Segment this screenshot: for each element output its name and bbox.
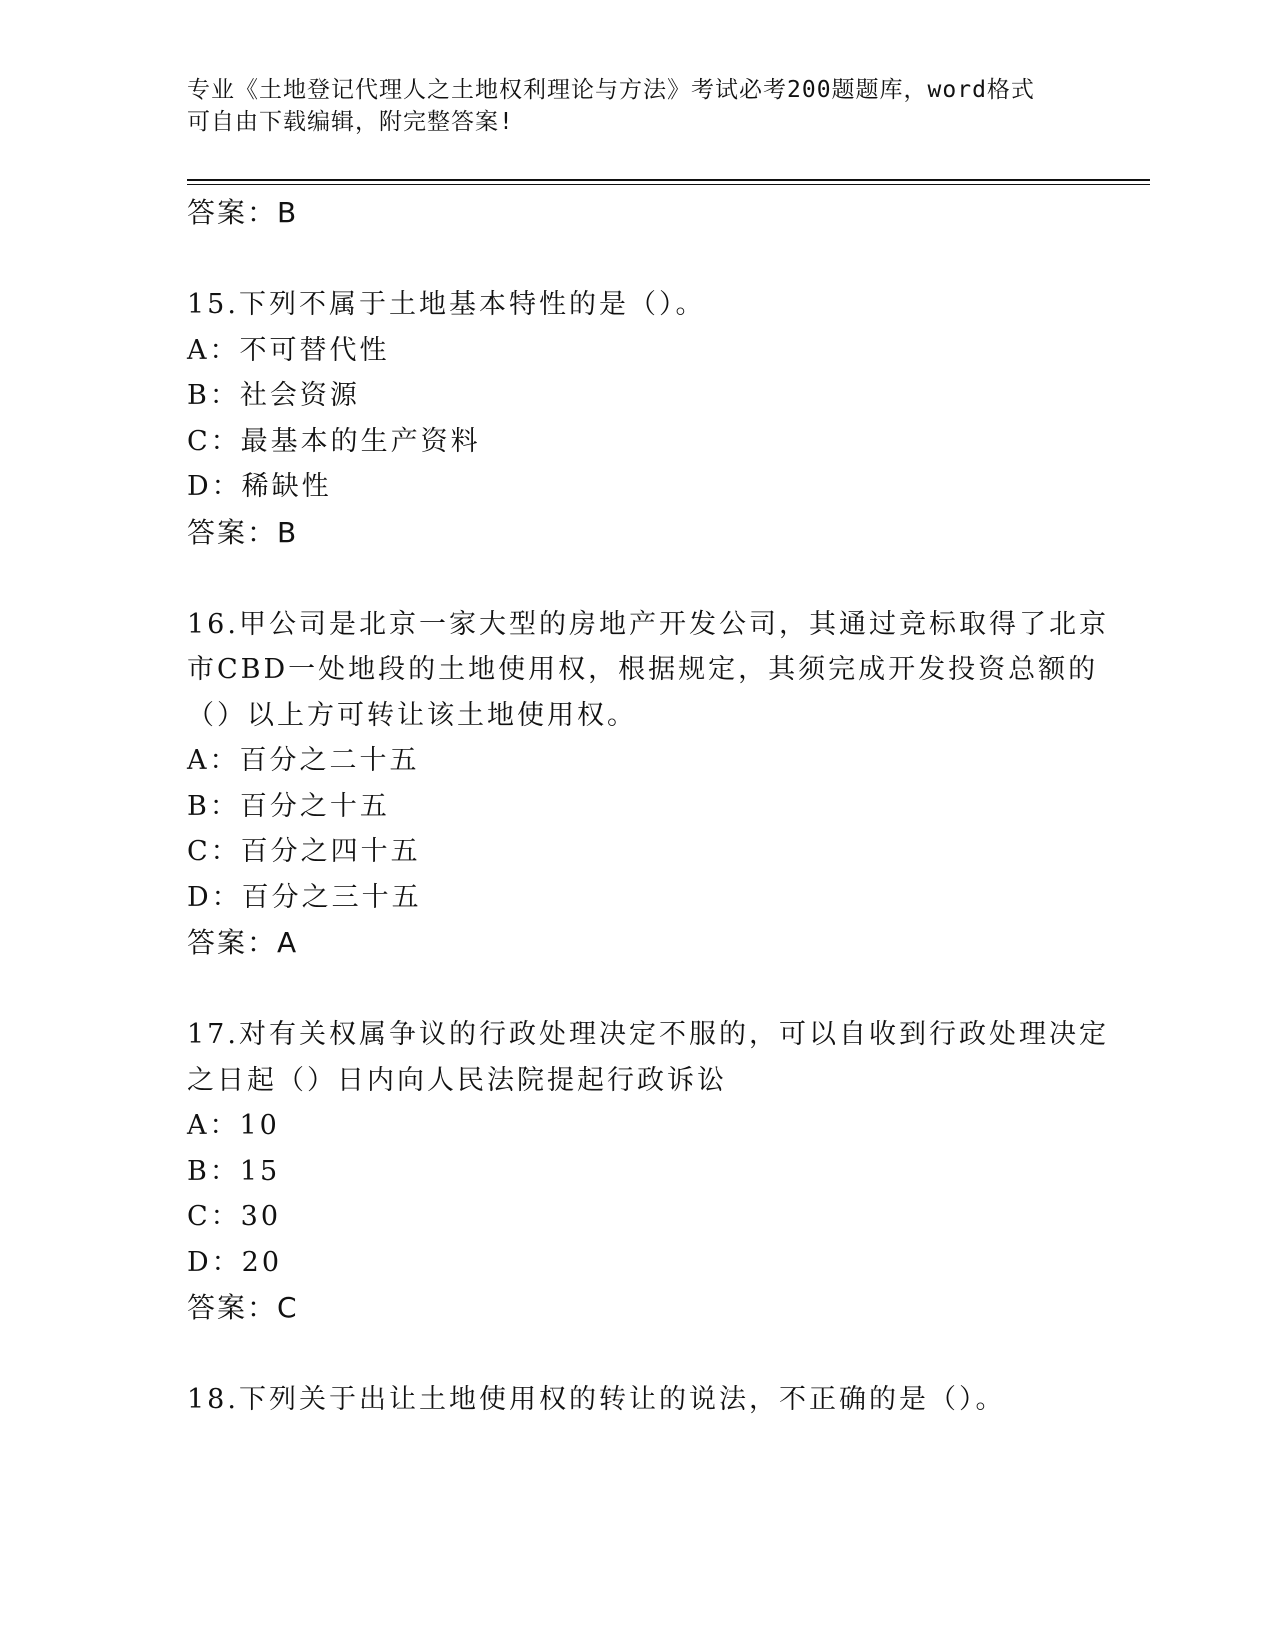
option-b: B：百分之十五 <box>187 790 390 822</box>
question-16 <box>187 602 1109 967</box>
question-text: （）以上方可转让该土地使用权。 <box>187 699 637 731</box>
option-a: A：10 <box>187 1110 280 1141</box>
question-text: 16.甲公司是北京一家大型的房地产开发公司，其通过竞标取得了北京 <box>187 608 1109 640</box>
question-list <box>187 190 1109 1423</box>
question-15 <box>187 282 1087 556</box>
question-text: 17.对有关权属争议的行政处理决定不服的，可以自收到行政处理决定 <box>187 1019 1109 1050</box>
question-text: 市CBD一处地段的土地使用权，根据规定，其须完成开发投资总额的 <box>187 654 1099 685</box>
spacer <box>187 1331 1087 1377</box>
option-d: D：20 <box>187 1246 283 1278</box>
question-18 <box>187 1377 1087 1423</box>
spacer <box>187 556 1087 602</box>
header-divider-thin <box>187 184 1150 185</box>
option-d: D：百分之三十五 <box>187 881 422 913</box>
option-c: C：百分之四十五 <box>187 836 421 867</box>
header-line-2: 可自由下载编辑，附完整答案! <box>187 109 514 135</box>
spacer <box>187 966 1087 1012</box>
option-a: A：不可替代性 <box>187 334 390 366</box>
answer-line: 答案：C <box>187 1291 299 1324</box>
answer-line: 答案：A <box>187 926 299 959</box>
option-d: D：稀缺性 <box>187 471 332 502</box>
question-text: 18.下列关于出让土地使用权的转让的说法，不正确的是（）。 <box>187 1384 1006 1415</box>
option-b: B：15 <box>187 1155 281 1187</box>
answer-line: 答案：B <box>187 196 299 229</box>
question-text: 之日起（）日内向人民法院提起行政诉讼 <box>187 1064 727 1096</box>
document-header <box>187 74 1077 138</box>
question-text: 15.下列不属于土地基本特性的是（）。 <box>187 289 706 320</box>
header-divider-thick <box>187 179 1150 181</box>
option-c: C：30 <box>187 1201 282 1232</box>
answer-line: 答案：B <box>187 515 299 549</box>
option-c: C：最基本的生产资料 <box>187 425 481 457</box>
spacer <box>187 236 1087 282</box>
header-line-1: 专业《土地登记代理人之土地权利理论与方法》考试必考200题题库，word格式 <box>187 77 1035 103</box>
question-17 <box>187 1012 1109 1331</box>
option-b: B：社会资源 <box>187 380 360 411</box>
option-a: A：百分之二十五 <box>187 745 420 776</box>
